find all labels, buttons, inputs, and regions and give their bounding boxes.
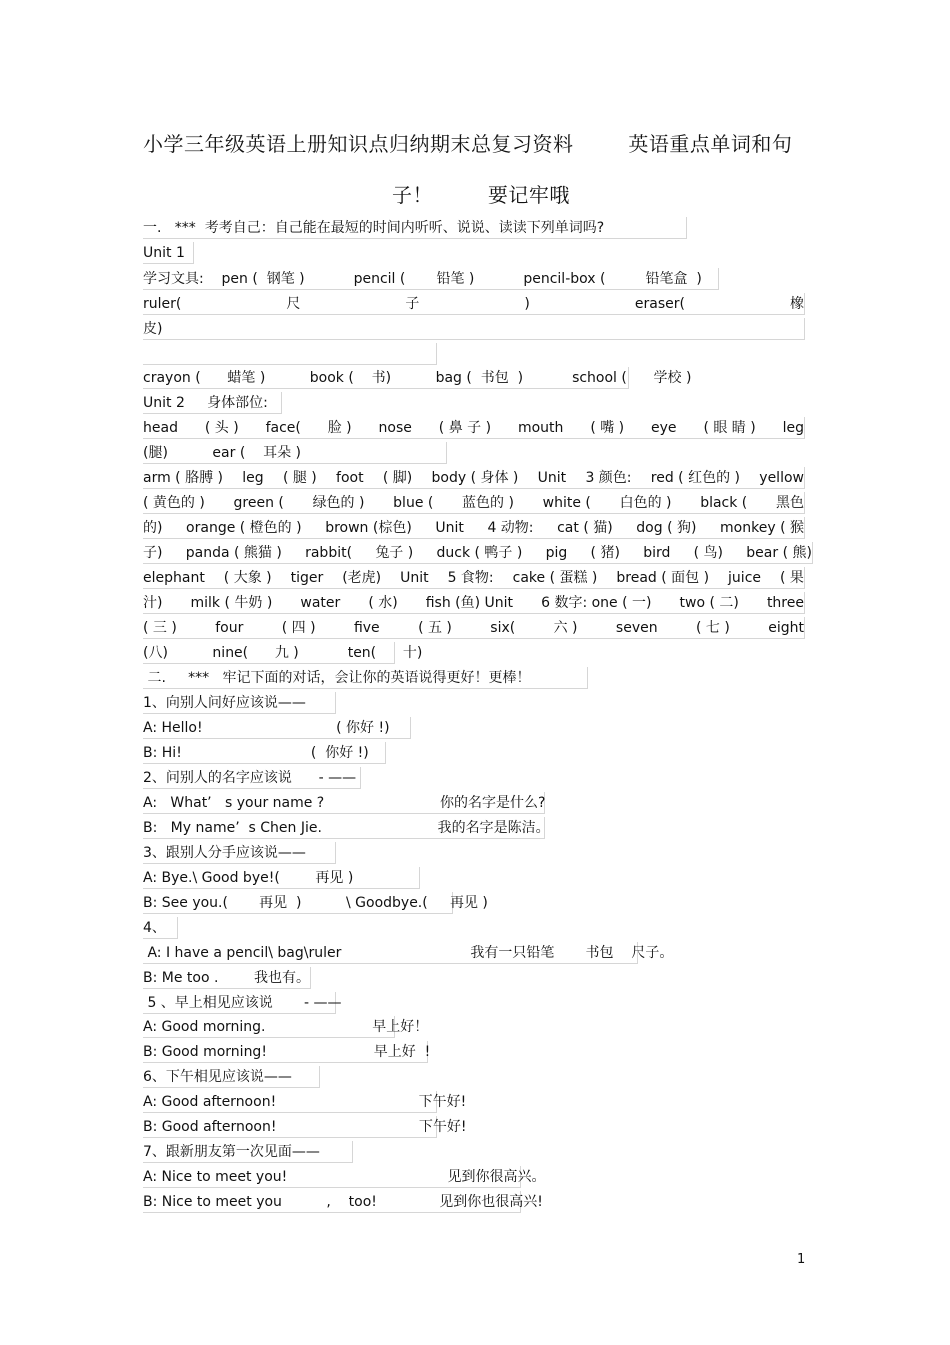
word: four <box>215 620 244 636</box>
word: 蓝色的 ) <box>462 495 514 511</box>
word: body ( 身体 ) <box>431 470 519 486</box>
unit-1-label: Unit 1 <box>143 242 194 264</box>
orange-line <box>143 517 805 539</box>
section-one-heading: 一. *** 考考自己：自己能在最短的时间内听听、说说、读读下列单词吗? <box>143 217 687 239</box>
word: 绿色的 ) <box>312 495 365 511</box>
dialogue-3-b: B: See you.( 再见 ) \ Goodbye.( 再见 ) <box>143 892 453 914</box>
word: bread ( 面包 ) <box>616 570 710 586</box>
word: 兔子 ) <box>375 545 414 561</box>
elephant-line <box>143 567 805 589</box>
word: 橡 <box>789 296 804 312</box>
arm-line <box>143 467 805 489</box>
blank-line <box>143 343 437 365</box>
word: face( <box>265 420 301 436</box>
word: black ( <box>700 495 748 511</box>
word: arm ( 胳膊 ) <box>143 470 224 486</box>
word: ( 水) <box>368 595 398 611</box>
word: bird <box>643 545 671 561</box>
word: 脸 ) <box>327 420 352 436</box>
word: yellow <box>759 470 804 486</box>
word: water <box>300 595 341 611</box>
colors-line <box>143 492 805 514</box>
word: panda ( 熊猫 ) <box>185 545 282 561</box>
word: 4 动物: <box>487 520 534 536</box>
word: 黑色 <box>775 495 804 511</box>
dialogue-6-heading: 6、下午相见应该说—— <box>143 1066 320 1088</box>
word: 的) <box>143 520 163 536</box>
word: milk ( 牛奶 ) <box>190 595 273 611</box>
word: 3 颜色: <box>585 470 632 486</box>
dialogue-4-b: B: Me too . 我也有。 <box>143 967 311 989</box>
word: rabbit( <box>305 545 353 561</box>
word: two ( 二) <box>679 595 739 611</box>
nine-ten-line: (八) nine( 九 ) ten( 十) <box>143 642 395 664</box>
word: ( 嘴 ) <box>590 420 625 436</box>
word: pig <box>545 545 568 561</box>
word: red ( 红色的 ) <box>650 470 741 486</box>
word: ( 腿 ) <box>282 470 317 486</box>
eraser-continuation-line: 皮) <box>143 318 805 340</box>
ruler-line <box>143 293 805 315</box>
dialogue-7-heading: 7、跟新朋友第一次见面—— <box>143 1141 353 1163</box>
word: ( 脚) <box>382 470 413 486</box>
document-title-line-1: 小学三年级英语上册知识点归纳期末总复习资料 英语重点单词和句 <box>143 132 793 156</box>
word: 子 <box>405 296 420 312</box>
word: seven <box>615 620 658 636</box>
word: eraser( <box>634 296 685 312</box>
numbers-line <box>143 617 805 639</box>
word: ( 五 ) <box>418 620 452 636</box>
dialogue-6-b: B: Good afternoon! 下午好! <box>143 1116 437 1138</box>
word: ( 头 ) <box>204 420 239 436</box>
word: cake ( 蛋糕 ) <box>512 570 598 586</box>
dialogue-6-a: A: Good afternoon! 下午好! <box>143 1091 437 1113</box>
milk-line <box>143 592 805 614</box>
dialogue-1-heading: 1、向别人问好应该说—— <box>143 692 336 714</box>
word: three <box>766 595 804 611</box>
word: eye <box>651 420 677 436</box>
dialogue-1-a: A: Hello! ( 你好 !) <box>143 717 411 739</box>
dialogue-3-heading: 3、跟别人分手应该说—— <box>143 842 336 864</box>
word: ( 眼 睛 ) <box>703 420 756 436</box>
panda-line <box>143 542 813 564</box>
word: cat ( 猫) <box>557 520 613 536</box>
word: 6 数字: one ( 一) <box>541 595 652 611</box>
word: duck ( 鸭子 ) <box>436 545 523 561</box>
word: green ( <box>233 495 284 511</box>
word: 六 ) <box>553 620 578 636</box>
word: tiger <box>290 570 324 586</box>
word: 5 食物: <box>447 570 494 586</box>
word: six( <box>490 620 516 636</box>
word: ( 鸟) <box>693 545 724 561</box>
page-number: 1 <box>797 1252 806 1267</box>
word: white ( <box>542 495 591 511</box>
word: blue ( <box>393 495 434 511</box>
word: ( 黄色的 ) <box>143 495 205 511</box>
section-two-heading: 二. *** 牢记下面的对话，会让你的英语说得更好！更棒！ <box>143 667 588 689</box>
word: dog ( 狗) <box>636 520 697 536</box>
dialogue-2-a: A: What’ s your name ? 你的名字是什么? <box>143 792 545 814</box>
stationery-line: 学习文具: pen ( 钢笔 ) pencil ( 铅笔 ) pencil-box ( 铅笔盒 ) <box>143 268 719 290</box>
word: ( 鼻 子 ) <box>438 420 492 436</box>
word: elephant <box>143 570 205 586</box>
word: Unit <box>435 520 464 536</box>
word: 尺 <box>286 296 301 312</box>
word: brown (棕色) <box>325 520 412 536</box>
dialogue-4-a: A: I have a pencil\ bag\ruler 我有一只铅笔 书包 尺子。 <box>143 942 638 964</box>
word: (老虎) <box>342 570 382 586</box>
word: ( 三 ) <box>143 620 177 636</box>
word: ( 四 ) <box>281 620 316 636</box>
dialogue-3-a: A: Bye.\ Good bye!( 再见 ) <box>143 867 420 889</box>
dialogue-2-b: B: My name’ s Chen Jie. 我的名字是陈洁。 <box>143 817 545 839</box>
dialogue-5-a: A: Good morning. 早上好！ <box>143 1016 395 1038</box>
word: ( 猪) <box>590 545 620 561</box>
word: juice <box>728 570 762 586</box>
word: 白色的 ) <box>619 495 672 511</box>
word: five <box>353 620 380 636</box>
dialogue-2-heading: 2、问别人的名字应该说 - —— <box>143 767 361 789</box>
word: ruler( <box>143 296 182 312</box>
dialogue-4-heading: 4、 <box>143 917 178 939</box>
dialogue-7-a: A: Nice to meet you! 见到你很高兴。 <box>143 1166 521 1188</box>
word: leg <box>242 470 264 486</box>
word: ( 七 ) <box>696 620 730 636</box>
word: ) <box>524 296 530 312</box>
dialogue-1-b: B: Hi! ( 你好 !) <box>143 742 386 764</box>
word: 汁) <box>143 595 163 611</box>
word: monkey ( 猴 <box>720 520 804 536</box>
word: 子) <box>143 545 163 561</box>
word: nose <box>378 420 412 436</box>
word: bear ( 熊) <box>746 545 812 561</box>
word: ( 果 <box>779 570 804 586</box>
dialogue-5-b: B: Good morning! 早上好 ! <box>143 1041 428 1063</box>
head-line <box>143 417 805 439</box>
word: orange ( 橙色的 ) <box>186 520 302 536</box>
word: foot <box>336 470 364 486</box>
dialogue-5-heading: 5 、早上相见应该说 - —— <box>143 992 336 1014</box>
unit-2-label: Unit 2 身体部位: <box>143 392 282 414</box>
dialogue-7-b: B: Nice to meet you , too! 见到你也很高兴! <box>143 1191 521 1213</box>
word: fish (鱼) Unit <box>425 595 514 611</box>
word: leg <box>782 420 804 436</box>
word: mouth <box>517 420 564 436</box>
word: eight <box>768 620 804 636</box>
crayon-line: crayon ( 蜡笔 ) book ( 书) bag ( 书包 ) school ( 学校 ) <box>143 367 629 389</box>
word: ( 大象 ) <box>223 570 272 586</box>
word: head <box>143 420 178 436</box>
document-title-line-2: 子！ 要记牢哦 <box>392 183 570 207</box>
word: Unit <box>400 570 429 586</box>
word: Unit <box>537 470 567 486</box>
ear-line: (腿) ear ( 耳朵 ) <box>143 442 447 464</box>
